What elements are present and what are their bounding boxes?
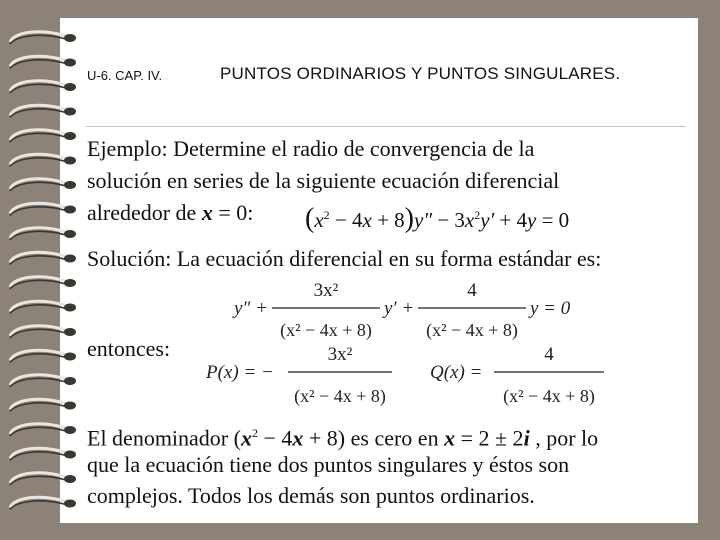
q-coefficient-equation <box>428 336 618 416</box>
unit-label: U-6. CAP. IV. <box>87 68 163 83</box>
binding-ring <box>10 326 76 338</box>
binding-ring <box>10 56 76 68</box>
conclusion-line-3: complejos. Todos los demás son puntos ordinarios. <box>87 483 535 508</box>
header-divider <box>86 126 686 127</box>
std-den-2: (x² − 4x + 8) <box>426 320 518 340</box>
example-line-3: alrededor de x = 0: <box>87 200 254 225</box>
binding-ring <box>10 350 76 362</box>
page-title: PUNTOS ORDINARIOS Y PUNTOS SINGULARES. <box>220 64 621 83</box>
std-den-1: (x² − 4x + 8) <box>280 320 372 340</box>
std-yp: y′ + <box>384 298 415 319</box>
std-tail: y = 0 <box>530 298 571 319</box>
main-equation: $(x^2 - 4x + 8)y'' - 3x^2y' + 4y = 0$ <box>305 203 570 234</box>
binding-ring <box>10 277 76 289</box>
example-line-1: Ejemplo: Determine el radio de convergencia de la <box>87 136 535 161</box>
binding-ring <box>10 203 76 215</box>
binding-ring <box>10 81 76 93</box>
entonces-label: entonces: <box>87 336 171 361</box>
p-lhs: P(x) = − <box>206 362 274 383</box>
std-num-2: 4 <box>467 280 477 301</box>
q-den: (x² − 4x + 8) <box>503 386 595 406</box>
spiral-binding <box>0 0 90 540</box>
binding-ring <box>10 228 76 240</box>
binding-ring <box>10 473 76 485</box>
binding-ring <box>10 32 76 44</box>
binding-ring <box>10 130 76 142</box>
example-line-2: solución en series de la siguiente ecuación diferencial <box>87 168 560 193</box>
solution-line: Solución: La ecuación diferencial en su forma estándar es: <box>87 246 602 271</box>
binding-ring <box>10 154 76 166</box>
binding-ring <box>10 399 76 411</box>
binding-ring <box>10 179 76 191</box>
q-lhs: Q(x) = <box>430 362 483 383</box>
binding-ring <box>10 301 76 313</box>
binding-ring <box>10 375 76 387</box>
q-num: 4 <box>544 344 554 365</box>
binding-ring <box>10 448 76 460</box>
p-den: (x² − 4x + 8) <box>294 386 386 406</box>
std-ypp: y″ + <box>234 298 268 319</box>
binding-ring <box>10 497 76 509</box>
conclusion-line-1: El denominador $(x^2 - 4x + 8)$ es cero en x = 2 ± 2i , por lo <box>87 425 599 451</box>
std-num-1: 3x² <box>313 280 339 301</box>
binding-ring <box>10 105 76 117</box>
binding-ring <box>10 252 76 264</box>
p-num: 3x² <box>327 344 353 365</box>
conclusion-line-2: que la ecuación tiene dos puntos singulares y éstos son <box>87 452 570 477</box>
p-coefficient-equation <box>204 336 404 416</box>
binding-ring <box>10 424 76 436</box>
